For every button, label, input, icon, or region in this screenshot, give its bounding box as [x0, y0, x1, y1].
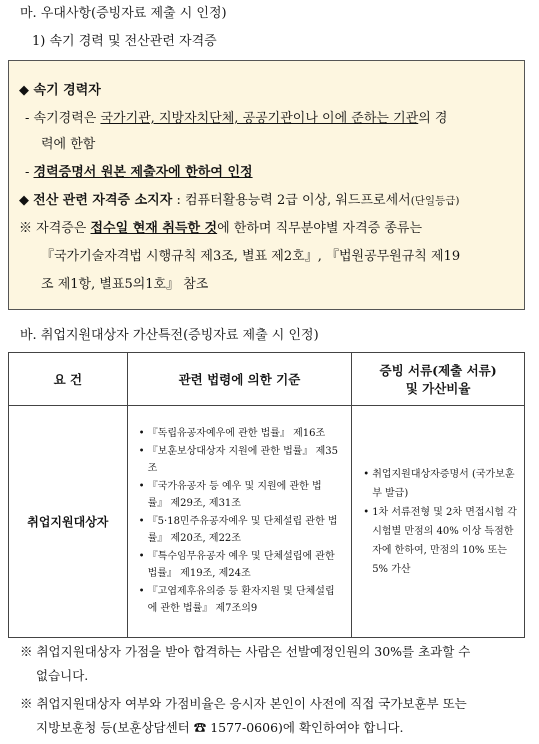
law-item: • 『5·18민주유공자예우 및 단체설립 관한 법률』 제20조, 제22조	[139, 513, 339, 548]
law-item: • 『고엽제후유의증 등 환자지원 및 단체설립에 관한 법률』 제7조의9	[139, 583, 339, 618]
section-heading-ma: 마. 우대사항(증빙자료 제출 시 인정)	[20, 6, 227, 21]
header-documents: 증빙 서류(제출 서류) 및 가산비율	[352, 353, 525, 406]
requirement-cell: 취업지원대상자	[9, 406, 128, 638]
box-line-8: 조 제1항, 별표5의1호』 참조	[41, 277, 209, 292]
documents-cell	[352, 406, 525, 638]
law-item: • 『보훈보상대상자 지원에 관한 법률』 제35조	[139, 443, 339, 478]
subheading-1: 1) 속기 경력 및 전산관련 자격증	[32, 34, 217, 49]
bullet-computer-cert: ◆ 전산 관련 자격증 소지자 : 컴퓨터활용능력 2급 이상, 워드프로세서(단일등급)	[19, 193, 460, 208]
document-item: • 1차 서류전형 및 2차 면접시험 각 시험별 만점의 40% 이상 득점한 자에 한하여, 만점의 10% 또는 5% 가산	[363, 503, 519, 579]
qualification-box	[8, 60, 525, 310]
box-line-7: 『국가기술자격법 시행규칙 제3조, 별표 제2호』, 『법원공무원규칙 제19	[41, 249, 461, 264]
header-requirement: 요 건	[9, 353, 128, 406]
note-2: ※ 취업지원대상자 여부와 가점비율은 응시자 본인이 사전에 직접 국가보훈부 또는 지방보훈청 등(보훈상담센터 ☎ 1577-0606)에 확인하여야 합니다.	[20, 696, 467, 735]
note-1: ※ 취업지원대상자 가점을 받아 합격하는 사람은 선발예정인원의 30%를 초과할 수 없습니다.	[20, 644, 471, 683]
law-item: • 『독립유공자예우에 관한 법률』 제16조	[139, 425, 339, 443]
header-law-criteria: 관련 법령에 의한 기준	[127, 353, 352, 406]
box-line-6: ※ 자격증은 접수일 현재 취득한 것에 한하며 직무분야별 자격증 종류는	[19, 221, 423, 236]
bonus-table	[8, 352, 525, 638]
law-item: • 『국가유공자 등 예우 및 지원에 관한 법률』 제29조, 제31조	[139, 478, 339, 513]
law-criteria-cell	[127, 406, 352, 638]
section-heading-ba: 바. 취업지원대상자 가산특전(증빙자료 제출 시 인정)	[20, 328, 319, 343]
box-line-4: - 경력증명서 원본 제출자에 한하여 인정	[25, 165, 253, 180]
law-item: • 『특수임무유공자 예우 및 단체설립에 관한 법률』 제19조, 제24조	[139, 548, 339, 583]
box-line-2: - 속기경력은 국가기관, 지방자치단체, 공공기관이나 이에 준하는 기관의 경	[25, 111, 448, 126]
document-item: • 취업지원대상자증명서 (국가보훈부 발급)	[363, 465, 519, 503]
box-line-3: 력에 한함	[41, 137, 96, 152]
bullet-stenography: ◆ 속기 경력자	[19, 83, 101, 98]
